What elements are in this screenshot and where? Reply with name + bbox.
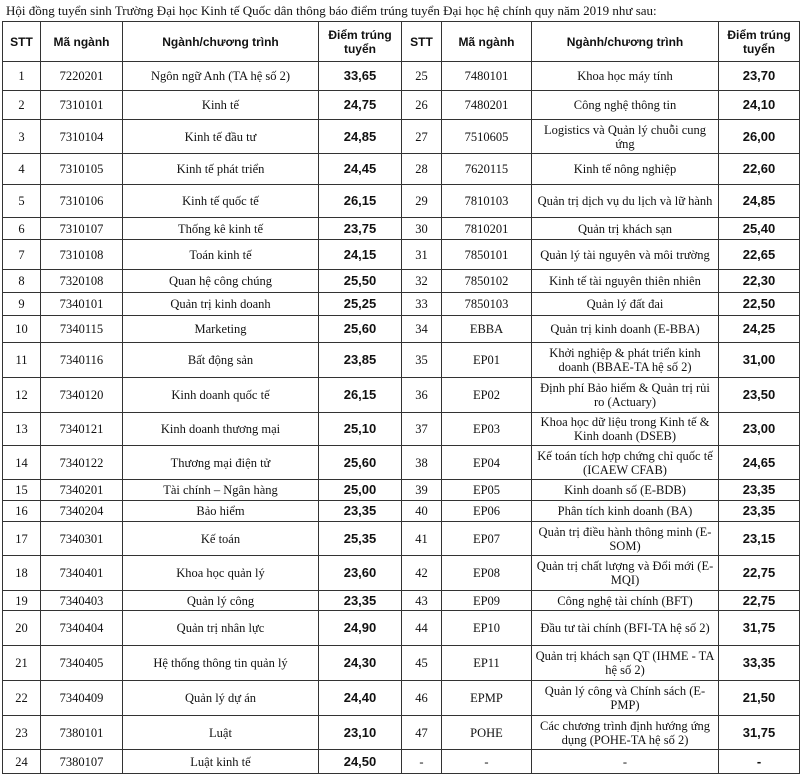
cell-stt: 1 <box>3 62 41 91</box>
cell-score: 22,30 <box>719 270 800 293</box>
cell-major: Quản trị kinh doanh <box>123 293 319 316</box>
page-title: Hội đồng tuyển sinh Trường Đại học Kinh tế Quốc dân thông báo điểm trúng tuyển Đại học hệ chính quy năm 2019 như sau: <box>6 3 657 18</box>
cell-score: 25,60 <box>319 316 402 343</box>
table-row <box>402 611 800 646</box>
cell-major: Kế toán <box>123 522 319 556</box>
header-code: Mã ngành <box>41 22 123 62</box>
cell-code: 7850102 <box>442 270 532 293</box>
cell-score: 24,15 <box>319 240 402 270</box>
table-row <box>3 501 402 522</box>
cell-code: EP07 <box>442 522 532 556</box>
cell-score: 25,50 <box>319 270 402 293</box>
cell-code: 7220201 <box>41 62 123 91</box>
cell-code: 7850101 <box>442 240 532 270</box>
cell-major: Công nghệ thông tin <box>532 91 719 120</box>
table-row <box>402 270 800 293</box>
table-row <box>3 681 402 716</box>
cell-code: 7480101 <box>442 62 532 91</box>
table-row <box>402 750 800 774</box>
cell-stt: 3 <box>3 120 41 154</box>
cell-major: Kinh tế nông nghiệp <box>532 154 719 185</box>
table-row <box>402 343 800 378</box>
cell-stt: 7 <box>3 240 41 270</box>
cell-major: Quản trị kinh doanh (E-BBA) <box>532 316 719 343</box>
table-row <box>3 62 402 91</box>
cell-major: Quản trị nhân lực <box>123 611 319 646</box>
cell-stt: 32 <box>402 270 442 293</box>
cell-stt: 23 <box>3 716 41 750</box>
cell-major: Ngôn ngữ Anh (TA hệ số 2) <box>123 62 319 91</box>
cell-major: Quản lý tài nguyên và môi trường <box>532 240 719 270</box>
table-row <box>3 316 402 343</box>
cell-code: 7340401 <box>41 556 123 591</box>
table-row <box>3 611 402 646</box>
cell-score: 22,60 <box>719 154 800 185</box>
cell-code: 7480201 <box>442 91 532 120</box>
table-row <box>3 750 402 774</box>
cell-score: 25,25 <box>319 293 402 316</box>
cell-score: 25,35 <box>319 522 402 556</box>
table-row <box>402 522 800 556</box>
table-row <box>3 120 402 154</box>
header-major: Ngành/chương trình <box>532 22 719 62</box>
cell-stt: 14 <box>3 446 41 480</box>
cell-code: 7340301 <box>41 522 123 556</box>
cell-major: Khởi nghiệp & phát triển kinh doanh (BBAE-TA hệ số 2) <box>532 343 719 378</box>
table-row <box>402 480 800 501</box>
cell-score: 31,00 <box>719 343 800 378</box>
table-row <box>3 646 402 681</box>
table-row <box>402 316 800 343</box>
header-stt: STT <box>3 22 41 62</box>
cell-code: EP09 <box>442 591 532 611</box>
cell-code: 7340121 <box>41 413 123 446</box>
cell-code: 7340101 <box>41 293 123 316</box>
cell-code: EPMP <box>442 681 532 716</box>
cell-code: 7340204 <box>41 501 123 522</box>
cell-major: Quản lý đất đai <box>532 293 719 316</box>
cell-major: Quản trị khách sạn <box>532 218 719 240</box>
cell-score: 22,50 <box>719 293 800 316</box>
cell-stt: 19 <box>3 591 41 611</box>
cell-code: 7310107 <box>41 218 123 240</box>
cell-code: EP11 <box>442 646 532 681</box>
table-row <box>3 240 402 270</box>
cell-code: 7340122 <box>41 446 123 480</box>
table-row <box>402 681 800 716</box>
cell-stt: 24 <box>3 750 41 774</box>
cell-code: 7380101 <box>41 716 123 750</box>
cell-score: 23,35 <box>719 501 800 522</box>
cell-score: 24,90 <box>319 611 402 646</box>
cell-stt: 45 <box>402 646 442 681</box>
cell-stt: 5 <box>3 185 41 218</box>
table-header-row <box>3 22 402 62</box>
cell-stt: 43 <box>402 591 442 611</box>
cell-code: EP02 <box>442 378 532 413</box>
cell-major: Kinh doanh thương mại <box>123 413 319 446</box>
cell-code: 7510605 <box>442 120 532 154</box>
cell-stt: 8 <box>3 270 41 293</box>
table-row <box>402 154 800 185</box>
cell-stt: 47 <box>402 716 442 750</box>
cell-stt: 39 <box>402 480 442 501</box>
cell-major: Marketing <box>123 316 319 343</box>
cell-score: 24,30 <box>319 646 402 681</box>
cell-score: 21,50 <box>719 681 800 716</box>
table-row <box>3 270 402 293</box>
cell-score: 24,25 <box>719 316 800 343</box>
cell-major: Khoa học máy tính <box>532 62 719 91</box>
cell-stt: 27 <box>402 120 442 154</box>
cell-major: Quản trị chất lượng và Đổi mới (E-MQI) <box>532 556 719 591</box>
cell-major: Bất động sản <box>123 343 319 378</box>
cell-major: Công nghệ tài chính (BFT) <box>532 591 719 611</box>
table-row <box>402 120 800 154</box>
table-row <box>402 218 800 240</box>
cell-code: EP08 <box>442 556 532 591</box>
cell-code: 7340405 <box>41 646 123 681</box>
cell-code: 7310106 <box>41 185 123 218</box>
cell-major: Quan hệ công chúng <box>123 270 319 293</box>
cell-code: 7850103 <box>442 293 532 316</box>
cell-score: 23,35 <box>319 591 402 611</box>
cell-code: 7340409 <box>41 681 123 716</box>
table-row <box>3 378 402 413</box>
table-row <box>402 716 800 750</box>
table-row <box>3 522 402 556</box>
cell-major: - <box>532 750 719 774</box>
table-row <box>402 556 800 591</box>
cell-code: EBBA <box>442 316 532 343</box>
cell-code: EP05 <box>442 480 532 501</box>
table-row <box>402 91 800 120</box>
cell-score: 22,75 <box>719 556 800 591</box>
table-row <box>3 480 402 501</box>
cell-code: 7310108 <box>41 240 123 270</box>
cell-stt: 4 <box>3 154 41 185</box>
cell-major: Quản trị điều hành thông minh (E-SOM) <box>532 522 719 556</box>
table-row <box>3 446 402 480</box>
header-score: Điểm trúng tuyển <box>719 22 800 62</box>
cell-stt: 35 <box>402 343 442 378</box>
table-row <box>3 91 402 120</box>
cell-score: 23,50 <box>719 378 800 413</box>
cell-score: 31,75 <box>719 716 800 750</box>
cell-code: 7310105 <box>41 154 123 185</box>
cell-score: 22,65 <box>719 240 800 270</box>
cell-stt: 36 <box>402 378 442 413</box>
cell-major: Kinh tế tài nguyên thiên nhiên <box>532 270 719 293</box>
cell-score: 25,40 <box>719 218 800 240</box>
cell-score: 24,50 <box>319 750 402 774</box>
cell-stt: 10 <box>3 316 41 343</box>
cell-score: 24,40 <box>319 681 402 716</box>
table-row <box>3 343 402 378</box>
cell-code: 7310104 <box>41 120 123 154</box>
cell-stt: 31 <box>402 240 442 270</box>
cell-code: 7320108 <box>41 270 123 293</box>
cell-code: 7340115 <box>41 316 123 343</box>
cell-major: Tài chính – Ngân hàng <box>123 480 319 501</box>
table-row <box>402 185 800 218</box>
header-code: Mã ngành <box>442 22 532 62</box>
cell-score: 23,70 <box>719 62 800 91</box>
cell-score: 24,85 <box>719 185 800 218</box>
cell-major: Quản trị khách sạn QT (IHME - TA hệ số 2) <box>532 646 719 681</box>
cell-stt: 46 <box>402 681 442 716</box>
cell-stt: 16 <box>3 501 41 522</box>
table-row <box>402 62 800 91</box>
cell-code: 7340404 <box>41 611 123 646</box>
cell-score: 26,15 <box>319 378 402 413</box>
header-score: Điểm trúng tuyển <box>319 22 402 62</box>
cell-major: Luật <box>123 716 319 750</box>
cell-score: 24,45 <box>319 154 402 185</box>
cell-code: 7340116 <box>41 343 123 378</box>
cell-score: 22,75 <box>719 591 800 611</box>
cell-score: 23,10 <box>319 716 402 750</box>
header-major: Ngành/chương trình <box>123 22 319 62</box>
cell-code: EP06 <box>442 501 532 522</box>
cell-stt: 6 <box>3 218 41 240</box>
table-row <box>3 413 402 446</box>
cell-stt: 42 <box>402 556 442 591</box>
table-row <box>402 446 800 480</box>
table-row <box>3 218 402 240</box>
cell-stt: - <box>402 750 442 774</box>
table-row <box>402 646 800 681</box>
header-stt: STT <box>402 22 442 62</box>
cell-score: 24,10 <box>719 91 800 120</box>
table-row <box>402 378 800 413</box>
cell-major: Quản lý công và Chính sách (E-PMP) <box>532 681 719 716</box>
cell-stt: 40 <box>402 501 442 522</box>
cell-major: Kinh tế quốc tế <box>123 185 319 218</box>
cell-stt: 22 <box>3 681 41 716</box>
cell-stt: 12 <box>3 378 41 413</box>
table-row <box>3 293 402 316</box>
cell-code: 7310101 <box>41 91 123 120</box>
cell-stt: 21 <box>3 646 41 681</box>
cell-code: EP10 <box>442 611 532 646</box>
cell-stt: 34 <box>402 316 442 343</box>
cell-stt: 20 <box>3 611 41 646</box>
cell-code: EP03 <box>442 413 532 446</box>
table-row <box>402 413 800 446</box>
cell-stt: 38 <box>402 446 442 480</box>
table-row <box>402 591 800 611</box>
cell-score: 33,65 <box>319 62 402 91</box>
cell-stt: 37 <box>402 413 442 446</box>
cell-stt: 30 <box>402 218 442 240</box>
cell-score: 23,60 <box>319 556 402 591</box>
cell-major: Luật kinh tế <box>123 750 319 774</box>
cell-major: Bảo hiểm <box>123 501 319 522</box>
cell-code: 7620115 <box>442 154 532 185</box>
cell-major: Quản lý dự án <box>123 681 319 716</box>
table-row <box>402 501 800 522</box>
cell-major: Kế toán tích hợp chứng chỉ quốc tế (ICAEW CFAB) <box>532 446 719 480</box>
cell-score: 26,00 <box>719 120 800 154</box>
cell-score: 23,00 <box>719 413 800 446</box>
cell-major: Khoa học dữ liệu trong Kinh tế & Kinh doanh (DSEB) <box>532 413 719 446</box>
cell-score: 24,75 <box>319 91 402 120</box>
cell-major: Quản trị dịch vụ du lịch và lữ hành <box>532 185 719 218</box>
cell-score: 25,10 <box>319 413 402 446</box>
cell-score: 23,15 <box>719 522 800 556</box>
cell-stt: 33 <box>402 293 442 316</box>
cell-stt: 11 <box>3 343 41 378</box>
cell-stt: 29 <box>402 185 442 218</box>
table-row <box>3 591 402 611</box>
table-header-row <box>402 22 800 62</box>
cell-major: Hệ thống thông tin quản lý <box>123 646 319 681</box>
cell-score: 23,85 <box>319 343 402 378</box>
cell-stt: 18 <box>3 556 41 591</box>
cell-score: - <box>719 750 800 774</box>
cell-major: Logistics và Quản lý chuỗi cung ứng <box>532 120 719 154</box>
cell-code: 7340120 <box>41 378 123 413</box>
scores-table-left <box>2 21 402 774</box>
cell-score: 23,35 <box>719 480 800 501</box>
cell-major: Khoa học quản lý <box>123 556 319 591</box>
table-row <box>3 556 402 591</box>
cell-major: Thương mại điện tử <box>123 446 319 480</box>
cell-stt: 25 <box>402 62 442 91</box>
cell-stt: 9 <box>3 293 41 316</box>
cell-code: - <box>442 750 532 774</box>
scores-table-right <box>401 21 800 774</box>
cell-stt: 15 <box>3 480 41 501</box>
cell-code: EP01 <box>442 343 532 378</box>
cell-major: Định phí Bảo hiểm & Quản trị rủi ro (Actuary) <box>532 378 719 413</box>
cell-stt: 2 <box>3 91 41 120</box>
cell-stt: 41 <box>402 522 442 556</box>
cell-code: 7380107 <box>41 750 123 774</box>
cell-code: 7340201 <box>41 480 123 501</box>
cell-stt: 17 <box>3 522 41 556</box>
cell-score: 33,35 <box>719 646 800 681</box>
cell-code: 7340403 <box>41 591 123 611</box>
cell-score: 26,15 <box>319 185 402 218</box>
cell-major: Kinh tế <box>123 91 319 120</box>
cell-major: Kinh tế đầu tư <box>123 120 319 154</box>
cell-code: EP04 <box>442 446 532 480</box>
cell-score: 31,75 <box>719 611 800 646</box>
cell-code: POHE <box>442 716 532 750</box>
cell-code: 7810201 <box>442 218 532 240</box>
table-row <box>402 240 800 270</box>
cell-stt: 13 <box>3 413 41 446</box>
cell-stt: 26 <box>402 91 442 120</box>
cell-score: 23,35 <box>319 501 402 522</box>
table-row <box>3 185 402 218</box>
cell-major: Toán kinh tế <box>123 240 319 270</box>
cell-major: Các chương trình định hướng ứng dụng (POHE-TA hệ số 2) <box>532 716 719 750</box>
cell-score: 24,85 <box>319 120 402 154</box>
cell-major: Quản lý công <box>123 591 319 611</box>
cell-stt: 44 <box>402 611 442 646</box>
admission-scores-tables <box>2 21 799 769</box>
cell-score: 24,65 <box>719 446 800 480</box>
cell-major: Phân tích kinh doanh (BA) <box>532 501 719 522</box>
cell-stt: 28 <box>402 154 442 185</box>
cell-major: Kinh doanh quốc tế <box>123 378 319 413</box>
table-row <box>3 716 402 750</box>
table-row <box>402 293 800 316</box>
cell-major: Kinh doanh số (E-BDB) <box>532 480 719 501</box>
cell-major: Thống kê kinh tế <box>123 218 319 240</box>
cell-major: Kinh tế phát triển <box>123 154 319 185</box>
cell-code: 7810103 <box>442 185 532 218</box>
cell-score: 23,75 <box>319 218 402 240</box>
table-row <box>3 154 402 185</box>
cell-major: Đầu tư tài chính (BFI-TA hệ số 2) <box>532 611 719 646</box>
cell-score: 25,60 <box>319 446 402 480</box>
cell-score: 25,00 <box>319 480 402 501</box>
